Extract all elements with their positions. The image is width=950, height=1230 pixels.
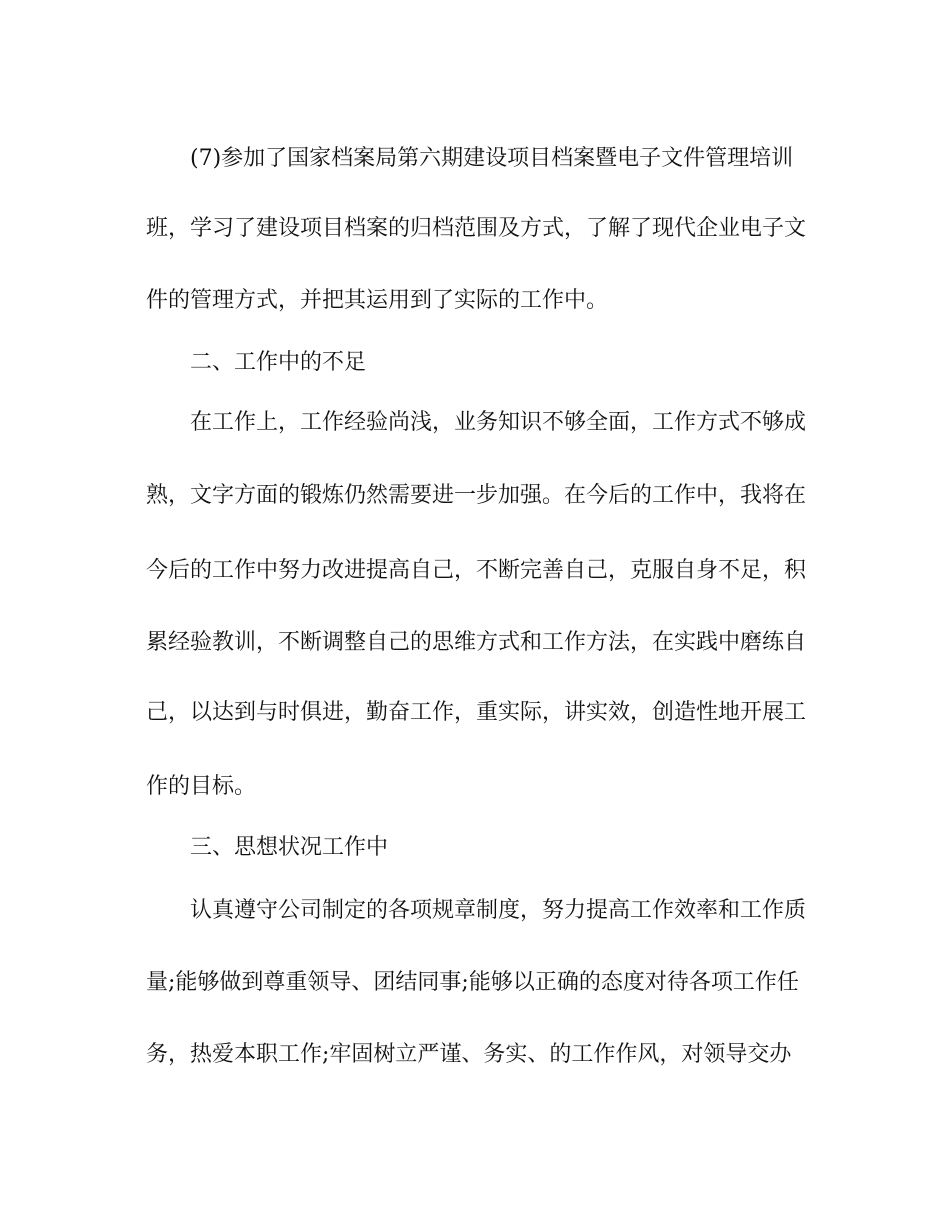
paragraph-line: 件的管理方式，并把其运用到了实际的工作中。	[146, 288, 609, 313]
paragraph-line: 己，以达到与时俱进，勤奋工作，重实际，讲实效，创造性地开展工	[146, 700, 807, 725]
paragraph-line: 作的目标。	[146, 774, 257, 799]
section-heading: 三、思想状况工作中	[190, 835, 389, 860]
paragraph-line: 在工作上，工作经验尚浅，业务知识不够全面，工作方式不够成	[190, 410, 807, 435]
section-heading: 二、工作中的不足	[190, 350, 367, 375]
paragraph-line: 认真遵守公司制定的各项规章制度，努力提高工作效率和工作质	[190, 898, 807, 923]
paragraph-line: 班，学习了建设项目档案的归档范围及方式，了解了现代企业电子文	[146, 216, 807, 241]
paragraph-line: 累经验教训，不断调整自己的思维方式和工作方法，在实践中磨练自	[146, 630, 807, 655]
paragraph-line: 今后的工作中努力改进提高自己，不断完善自己，克服自身不足，积	[146, 558, 807, 583]
paragraph-line: (7)参加了国家档案局第六期建设项目档案暨电子文件管理培训	[190, 146, 794, 171]
paragraph-line: 务，热爱本职工作;牢固树立严谨、务实、的工作作风，对领导交办	[146, 1042, 792, 1067]
paragraph-line: 熟，文字方面的锻炼仍然需要进一步加强。在今后的工作中，我将在	[146, 483, 807, 508]
paragraph-line: 量;能够做到尊重领导、团结同事;能够以正确的态度对待各项工作任	[146, 970, 799, 995]
